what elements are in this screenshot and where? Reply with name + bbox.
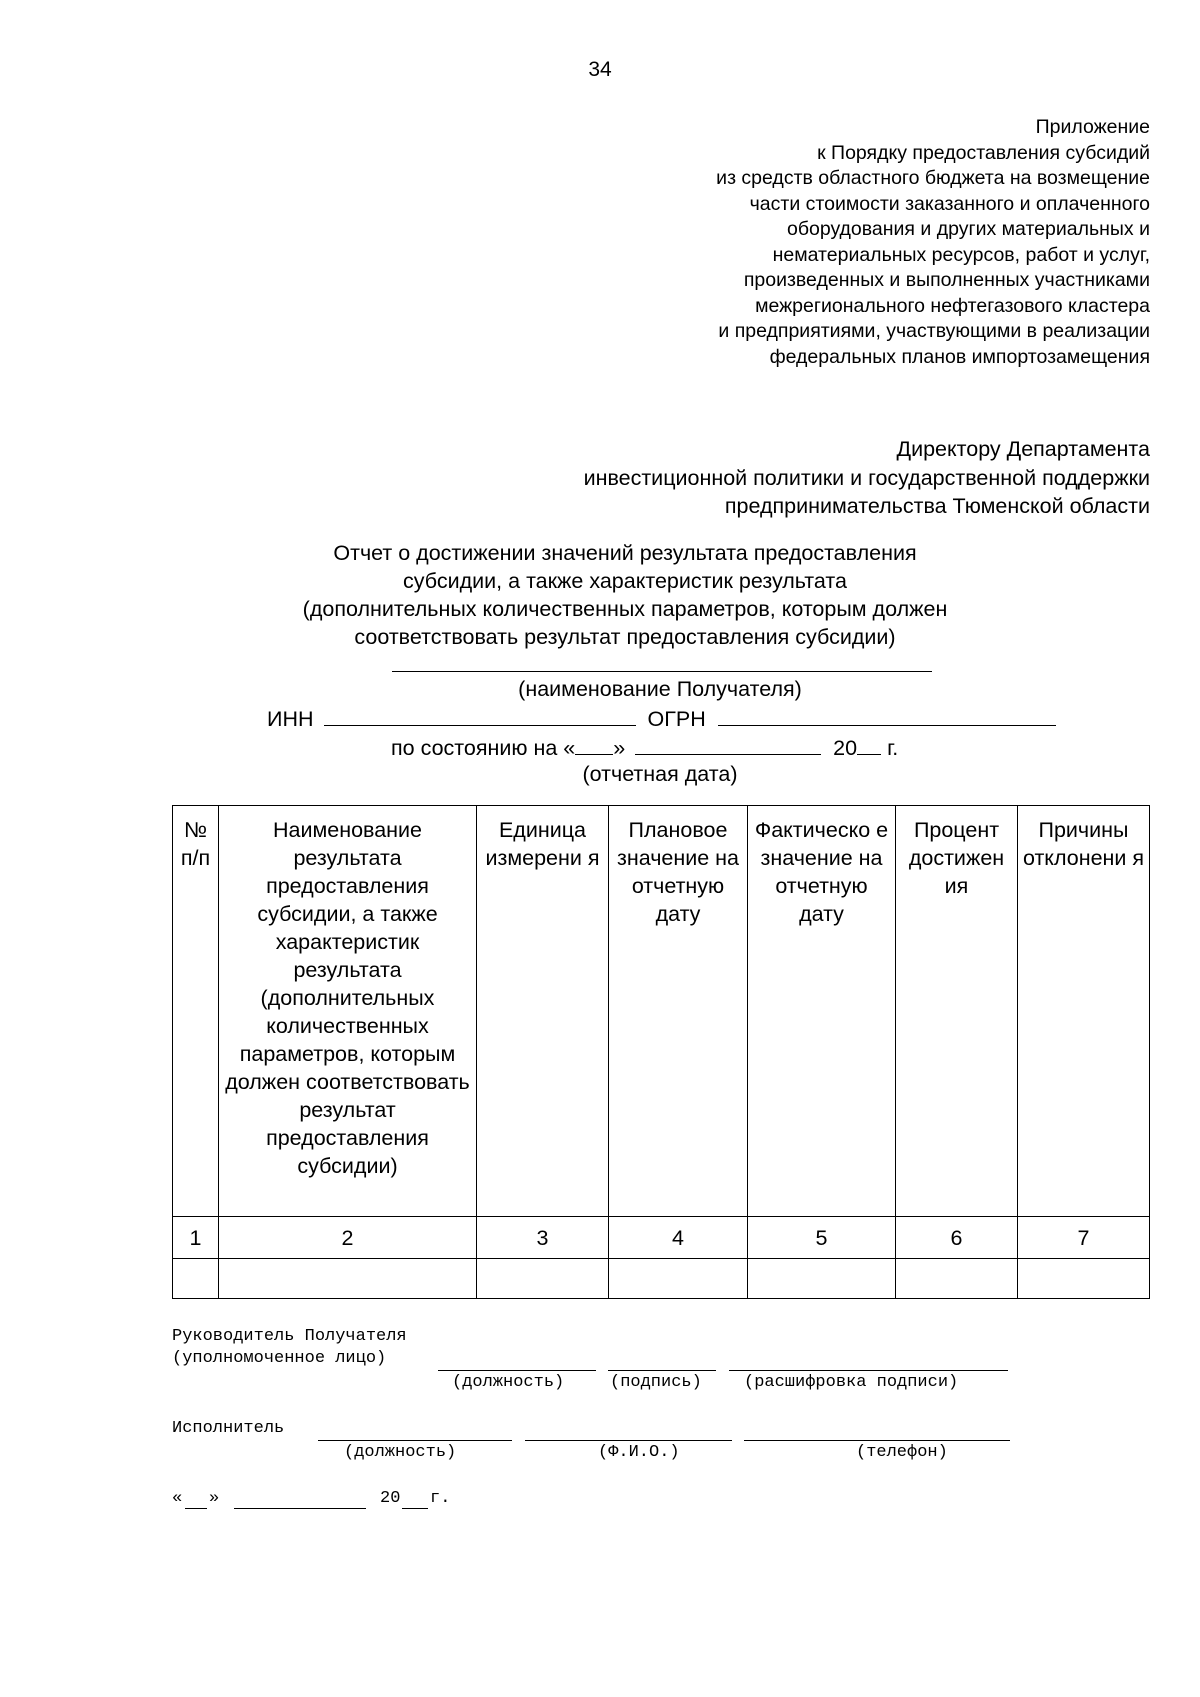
column-number-cell: 1 [173, 1217, 219, 1259]
head-label-line-2: (уполномоченное лицо) [172, 1349, 387, 1368]
title-line: соответствовать результат предоставления субсидии) [354, 625, 896, 649]
report-title [210, 539, 1040, 651]
month-field[interactable] [635, 734, 821, 755]
date-caption: (отчетная дата) [582, 762, 738, 786]
addressee-line: Директору Департамента [896, 437, 1150, 461]
head-signature-field[interactable] [608, 1370, 716, 1371]
empty-cell[interactable] [748, 1259, 896, 1299]
title-line: Отчет о достижении значений результата предоставления [333, 541, 917, 565]
empty-cell[interactable] [219, 1259, 477, 1299]
inn-label: ИНН [267, 707, 314, 731]
sign-year-suffix: г. [430, 1489, 451, 1508]
head-decode-caption: (расшифровка подписи) [744, 1373, 959, 1392]
inn-ogrn-row [267, 705, 1056, 732]
empty-cell[interactable] [173, 1259, 219, 1299]
empty-cell[interactable] [896, 1259, 1018, 1299]
empty-cell[interactable] [477, 1259, 609, 1299]
header-achievement-percent: Процент достижен ия [896, 806, 1018, 1217]
sign-date-close-quote: » [209, 1489, 220, 1508]
column-number-cell: 2 [219, 1217, 477, 1259]
page-number: 34 [588, 58, 612, 81]
addressee-line: предпринимательства Тюменской области [724, 494, 1150, 518]
head-signature-decode-field[interactable] [729, 1370, 1008, 1371]
head-signature-caption: (подпись) [610, 1373, 702, 1392]
appendix-line: произведенных и выполненных участниками [743, 269, 1150, 291]
appendix-heading [550, 115, 1150, 370]
recipient-name-field[interactable] [392, 671, 932, 672]
column-number-cell: 4 [609, 1217, 748, 1259]
year-field[interactable] [857, 734, 881, 755]
executor-phone-caption: (телефон) [856, 1443, 948, 1462]
executor-label: Исполнитель [172, 1419, 285, 1438]
column-number-cell: 7 [1018, 1217, 1150, 1259]
appendix-line: межрегионального нефтегазового кластера [755, 294, 1150, 317]
report-date-row [391, 734, 898, 761]
sign-day-field[interactable] [185, 1508, 207, 1509]
appendix-line: нематериальных ресурсов, работ и услуг, [772, 243, 1150, 266]
head-position-caption: (должность) [452, 1373, 565, 1392]
report-table [172, 805, 1150, 1299]
header-unit: Единица измерени я [477, 806, 609, 1217]
title-line: субсидии, а также характеристик результата [403, 569, 847, 593]
head-label-line-1: Руководитель Получателя [172, 1327, 407, 1346]
header-result-name: Наименование результата предоставления субсидии, а также характеристик результата (дополнительных количественных параметров, которым должен соответствовать результат предоставления субсидии) [219, 806, 477, 1217]
date-prefix: по состоянию на « [391, 736, 576, 760]
sign-date-open-quote: « [172, 1489, 183, 1508]
appendix-line: части стоимости заказанного и оплаченного [749, 192, 1150, 215]
empty-cell[interactable] [609, 1259, 748, 1299]
year-suffix: г. [881, 736, 899, 760]
header-actual-value: Фактическо е значение на отчетную дату [748, 806, 896, 1217]
inn-field[interactable] [324, 705, 636, 726]
table-row [173, 1259, 1150, 1299]
day-field[interactable] [575, 734, 613, 755]
appendix-line: из средств областного бюджета на возмещение [716, 167, 1150, 189]
date-quote-close: » [613, 736, 626, 760]
executor-position-field[interactable] [318, 1440, 512, 1441]
appendix-line: Приложение [1035, 116, 1150, 138]
executor-name-field[interactable] [525, 1440, 732, 1441]
year-prefix: 20 [833, 736, 858, 760]
column-number-cell: 6 [896, 1217, 1018, 1259]
column-number-cell: 3 [477, 1217, 609, 1259]
sign-month-field[interactable] [234, 1508, 366, 1509]
ogrn-field[interactable] [718, 705, 1056, 726]
header-number: № п/п [173, 806, 219, 1217]
header-deviation-reasons: Причины отклонени я [1018, 806, 1150, 1217]
appendix-line: к Порядку предоставления субсидий [817, 141, 1150, 164]
addressee-block [450, 435, 1150, 521]
head-position-field[interactable] [438, 1370, 596, 1371]
addressee-line: инвестиционной политики и государственной поддержки [583, 465, 1150, 490]
appendix-line: оборудования и других материальных и [786, 218, 1150, 240]
table-row [173, 1217, 1150, 1259]
sign-year-prefix: 20 [380, 1489, 401, 1508]
empty-cell[interactable] [1018, 1259, 1150, 1299]
table-header-row [173, 806, 1150, 1217]
header-planned-value: Плановое значение на отчетную дату [609, 806, 748, 1217]
executor-phone-field[interactable] [744, 1440, 1010, 1441]
executor-position-caption: (должность) [344, 1443, 457, 1462]
title-line: (дополнительных количественных параметров, которым должен [302, 597, 948, 621]
sign-year-field[interactable] [402, 1508, 428, 1509]
recipient-caption: (наименование Получателя) [518, 677, 802, 701]
appendix-line: и предприятиями, участвующими в реализации [718, 320, 1150, 342]
column-number-cell: 5 [748, 1217, 896, 1259]
executor-name-caption: (Ф.И.О.) [598, 1443, 680, 1462]
ogrn-label: ОГРН [647, 707, 706, 731]
appendix-line: федеральных планов импортозамещения [769, 345, 1150, 368]
